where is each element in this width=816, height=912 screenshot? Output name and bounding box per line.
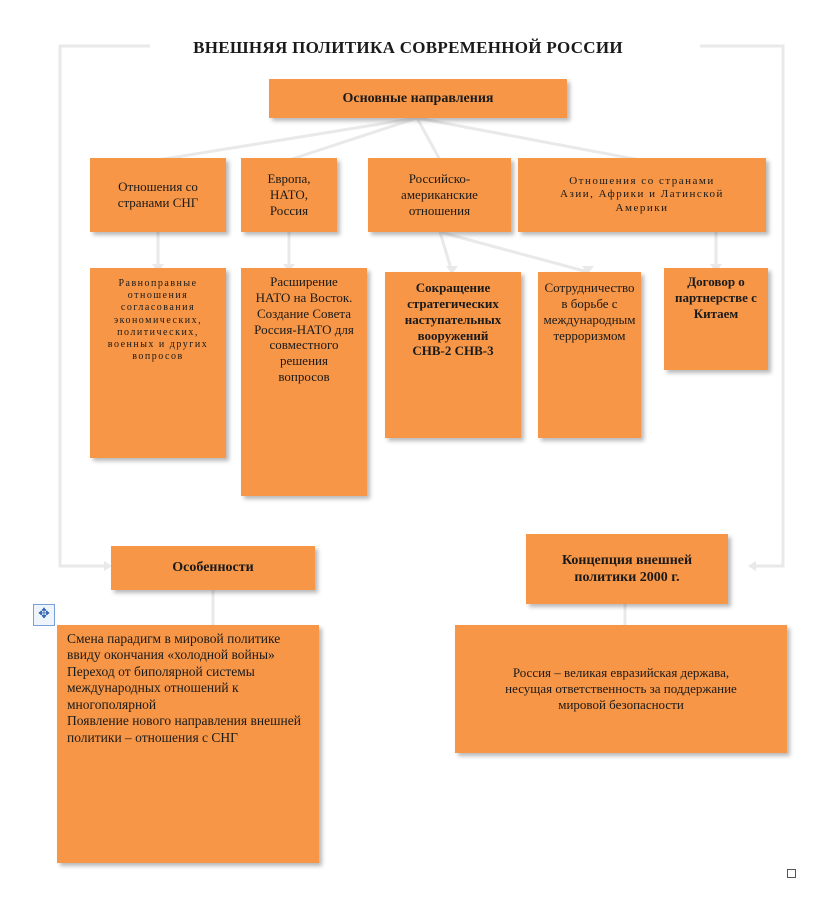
detail-arms-box [385,272,521,438]
direction-label: Отношения со странами Азии, Африки и Латинской Америки [560,174,724,214]
detail-cis-box [90,268,226,458]
resize-handle-icon[interactable] [787,869,796,878]
detail-text: Сокращение стратегических наступательных вооружений СНВ-2 СНВ-3 [404,280,502,359]
feature-item: Появление нового направления внешней политики – отношения с СНГ [67,713,301,745]
direction-europe-nato-box [241,158,337,232]
feature-item: Смена парадигм в мировой политике ввиду окончания «холодной войны» [67,631,281,663]
detail-text: Договор о партнерстве с Китаем [675,274,757,321]
detail-text: Равноправные отношения согласования экономических, политических, военных и других вопросов [107,278,209,363]
concept-box [526,534,728,604]
direction-label: Европа, НАТО, Россия [267,171,311,218]
direction-label: Отношения со странами СНГ [117,179,199,210]
direction-label: Российско-американские отношения [401,171,478,218]
features-text-box [57,625,319,863]
concept-label: Концепция внешней политики 2000 г. [561,552,693,585]
direction-asia-africa-latam-box [518,158,766,232]
move-icon[interactable]: ✥ [33,604,55,626]
detail-terrorism-box [538,272,641,438]
feature-item: Переход от биполярной системы международных отношений к многополярной [67,663,255,712]
main-directions-label: Основные направления [342,90,494,106]
concept-text-box [455,625,787,753]
main-directions-box [269,79,567,118]
page-title: ВНЕШНЯЯ ПОЛИТИКА СОВРЕМЕННОЙ РОССИИ [193,38,623,57]
detail-text: Сотрудничество в борьбе с международным терроризмом [543,280,636,343]
detail-nato-box [241,268,367,496]
detail-china-box [664,268,768,370]
detail-text: Расширение НАТО на Восток. Создание Совета Россия-НАТО для совместного решения вопросов [254,274,354,385]
features-box [111,546,315,590]
direction-cis-box [90,158,226,232]
features-label: Особенности [172,560,254,576]
concept-text: Россия – великая евразийская держава, несущая ответственность за поддержание мировой безопасности [505,665,737,712]
direction-us-box [368,158,511,232]
